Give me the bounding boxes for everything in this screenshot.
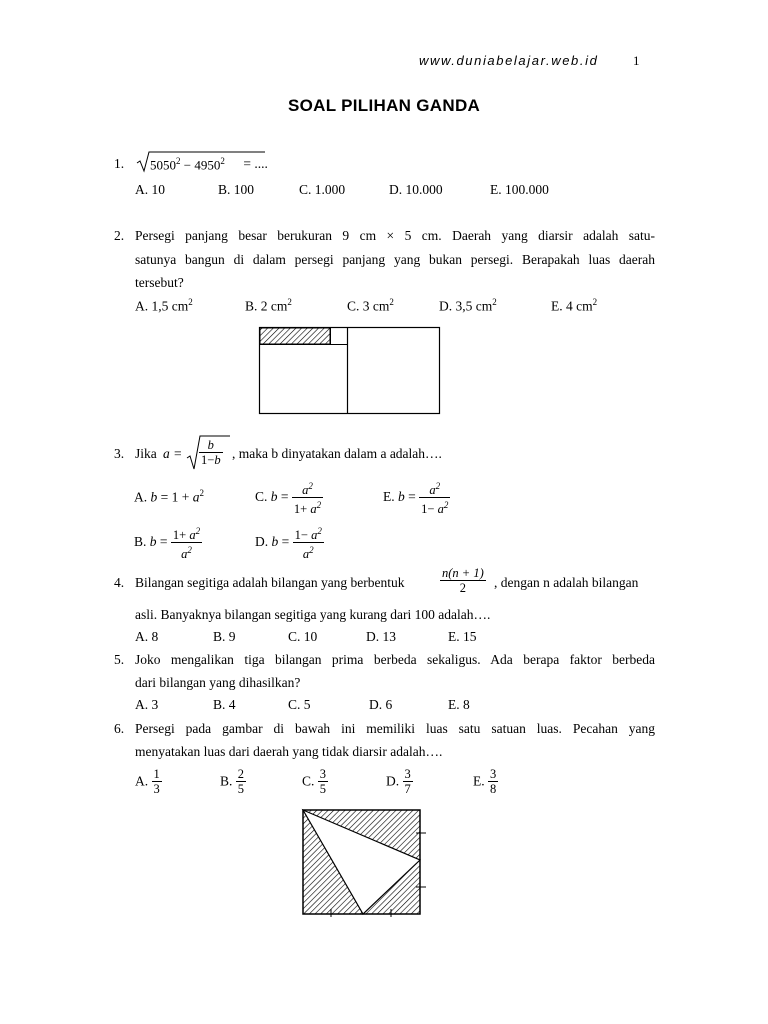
q1-option-a[interactable]: A. 10 [135,182,165,197]
q5-option-d[interactable]: D. 6 [369,697,393,712]
q6-number: 6. [114,721,125,736]
q5-option-a[interactable]: A. 3 [135,697,159,712]
q3-option-c[interactable]: C. b = $\frac{a^2}{1+ a^2}$ [255,481,322,517]
q4-line-2: asli. Banyaknya bilangan segitiga yang kurang dari 100 adalah…. [135,607,491,622]
q3-option-e[interactable]: E. b = $\frac{a^2}{1- a^2}$ [383,481,449,517]
q1-number: 1. [114,156,125,171]
q4-line-1-post: , dengan n adalah bilangan [494,575,639,590]
q6-option-d[interactable]: D. $\frac{3}{7}$ [386,767,411,796]
q4-option-d[interactable]: D. 13 [366,629,396,644]
q4-option-a[interactable]: A. 8 [135,629,159,644]
q3-text-post: , maka b dinyatakan dalam a adalah…. [232,446,442,461]
q2-option-e[interactable]: E. 4 $cm^2$ [551,297,598,314]
q1-option-e[interactable]: E. 100.000 [490,182,549,197]
q5-option-e[interactable]: E. 8 [448,697,470,712]
q2-line-1: Persegi panjang besar berukuran 9 cm × 5 cm. Daerah yang diarsir adalah satu- [135,228,655,243]
q6-option-c[interactable]: C. $\frac{3}{5}$ [302,767,327,796]
q2-line-3: tersebut? [135,275,184,290]
q4-option-b[interactable]: B. 9 [213,629,236,644]
q5-option-b[interactable]: B. 4 [213,697,236,712]
q6-option-b[interactable]: B. $\frac{2}{5}$ [220,767,245,796]
q6-square-figure [298,806,430,918]
q2-line-2: satunya bangun di dalam persegi panjang yang bukan persegi. Berapakah luas daerah [135,252,655,267]
q3-text-pre: Jika [135,446,157,461]
q4-line-1-pre: Bilangan segitiga adalah bilangan yang berbentuk [135,575,405,590]
q1-tail: = .... [240,156,268,171]
q5-number: 5. [114,652,125,667]
q6-option-e[interactable]: E. $\frac{3}{8}$ [473,767,497,796]
page-title: SOAL PILIHAN GANDA [288,96,481,115]
q3-option-b[interactable]: B. b = $\frac{1+ a^2}{a^2}$ [134,526,201,562]
q3-option-a[interactable]: A. $b = 1 + a^2$ [134,488,204,505]
q6-option-a[interactable]: A. $\frac{1}{3}$ [135,767,160,796]
q3-option-d[interactable]: D. b = $\frac{1- a^2}{a^2}$ [255,526,322,562]
q4-option-c[interactable]: C. 10 [288,629,318,644]
q5-option-c[interactable]: C. 5 [288,697,311,712]
q1-option-b[interactable]: B. 100 [218,182,255,197]
q2-option-d[interactable]: D. 3,5 $cm^2$ [439,297,497,314]
q3-formula: a = $\frac{b}{1-b}$ [163,434,231,472]
q2-option-a[interactable]: A. 1,5 $cm^2$ [135,297,193,314]
q1-option-d[interactable]: D. 10.000 [389,182,443,197]
q2-option-c[interactable]: C. 3 $cm^2$ [347,297,394,314]
q4-number: 4. [114,575,125,590]
q5-line-1: Joko mengalikan tiga bilangan prima berbeda sekaligus. Ada berapa faktor berbeda [135,652,655,667]
q2-option-b[interactable]: B. 2 $cm^2$ [245,297,292,314]
q2-number: 2. [114,228,125,243]
q1-option-c[interactable]: C. 1.000 [299,182,346,197]
q6-line-1: Persegi pada gambar di bawah ini memiliki luas satu satuan luas. Pecahan yang [135,721,655,736]
q5-line-2: dari bilangan yang dihasilkan? [135,675,301,690]
page-number: 1 [633,53,640,68]
q4-option-e[interactable]: E. 15 [448,629,477,644]
q2-rectangle-figure [258,326,442,415]
q3-number: 3. [114,446,125,461]
q6-line-2: menyatakan luas dari daerah yang tidak diarsir adalah…. [135,744,443,759]
q4-fraction: $\frac{n(n + 1)}{2}$ [442,566,484,595]
website-url: www.duniabelajar.web.id [419,53,599,68]
q6-options [135,767,535,807]
